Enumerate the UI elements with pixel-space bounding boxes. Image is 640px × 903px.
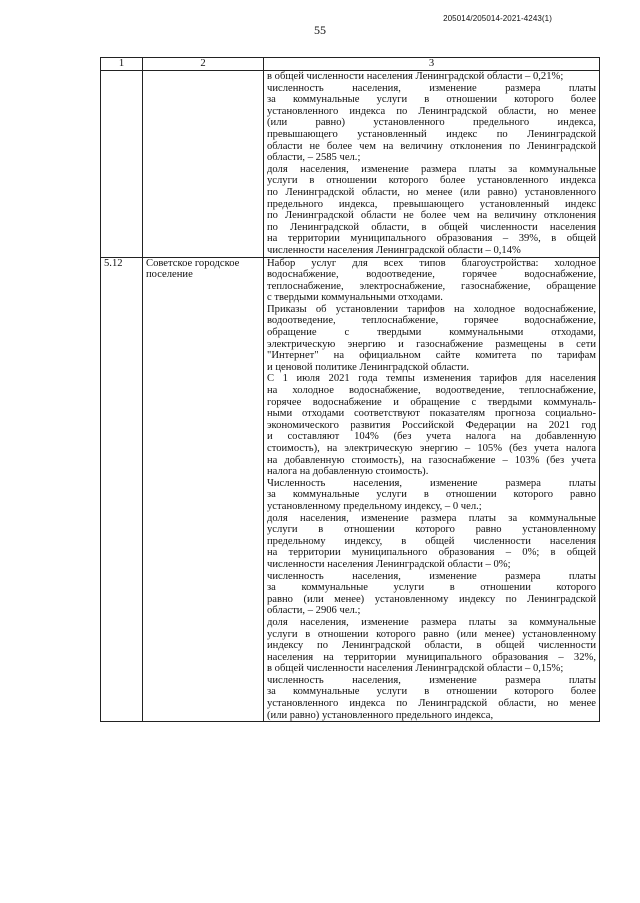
text-line: (или равно) установленного предельного индекса, <box>267 709 494 721</box>
text-line: на добавленную стоимость), на газоснабжение – 103% (без учета <box>267 454 596 466</box>
text-line: Приказы об установлении тарифов на холодное водоснабжение, <box>267 303 596 315</box>
text-line: на территории муниципального образования – 39%, в общей <box>267 233 596 245</box>
text-line: в общей численности населения Ленинградской области – 0,21%; <box>267 71 564 82</box>
row-name-cell <box>143 71 264 258</box>
paragraph <box>267 71 596 83</box>
table-row <box>101 71 600 258</box>
paragraph <box>267 83 596 164</box>
text-line: (или равно) установленного предельного индекса, <box>267 117 596 129</box>
row-number-cell: 5.12 <box>101 257 143 722</box>
text-line: области, – 2906 чел.; <box>267 605 361 617</box>
text-line: водоотведение, теплоснабжение, горячее водоснабжение, <box>267 315 596 327</box>
paragraph <box>267 373 596 477</box>
paragraph <box>267 258 596 304</box>
text-line: на территории муниципального образования – 0%; в общей <box>267 547 596 559</box>
text-line: установленного индекса по Ленинградской области, но менее <box>267 698 596 710</box>
document-id: 205014/205014-2021-4243(1) <box>443 14 552 23</box>
text-line: и составляют 104% (без учета налога на добавленную <box>267 431 596 443</box>
text-line: услуги в отношении которого равно установленному <box>267 524 596 536</box>
text-line: "Интернет" на официальном сайте комитета по тарифам <box>267 350 596 362</box>
text-line: за коммунальные услуги в отношении которого равно <box>267 489 596 501</box>
text-line: населения на территории муниципального образования – 32%, <box>267 651 596 663</box>
text-line: Численность населения, изменение размера платы <box>267 477 596 489</box>
text-line: области, – 2585 чел.; <box>267 152 361 164</box>
row-text-cell <box>264 71 600 258</box>
text-line: по Ленинградской области, но менее (или равно) установленного <box>267 186 596 198</box>
text-line: установленному предельному индексу, – 0 чел.; <box>267 500 482 512</box>
text-line: на холодное водоснабжение, водоотведение, теплоснабжение, <box>267 385 596 397</box>
text-line: в общей численности населения Ленинградской области – 0,15%; <box>267 663 564 675</box>
paragraph <box>267 478 596 513</box>
text-line: обращение с твердыми коммунальными отходами, <box>267 327 596 339</box>
text-line: стоимость), на электрическую энергию – 105% (без учета налога <box>267 443 596 454</box>
text-line: С 1 июля 2021 года темпы изменения тарифов для населения <box>267 373 596 385</box>
text-line: равно (или менее) установленному индексу по Ленинградской <box>267 593 596 605</box>
text-line: за коммунальные услуги в отношении которого более <box>267 94 596 106</box>
text-line: индексу по Ленинградской области, в общей численности <box>267 640 596 652</box>
content-table <box>100 57 600 722</box>
text-line: по Ленинградской области, в общей численности населения <box>267 221 596 233</box>
text-line: за коммунальные услуги в отношении которого <box>267 582 596 594</box>
text-line: численность населения, изменение размера платы <box>267 82 596 94</box>
text-line: и ценовой политике Ленинградской области. <box>267 361 470 373</box>
paragraph <box>267 304 596 374</box>
text-line: налога на добавленную стоимость). <box>267 466 429 478</box>
text-line: электрическую энергию и газоснабжение размещены в сети <box>267 338 596 350</box>
text-line: численность населения, изменение размера платы <box>267 674 596 686</box>
text-line: ными отходами соответствуют показателям прогноза социально- <box>267 408 596 420</box>
paragraph <box>267 617 596 675</box>
header-cell-3: 3 <box>264 58 600 71</box>
row-number-cell <box>101 71 143 258</box>
row-name-cell: Советское городское поселение <box>143 257 264 722</box>
row-text-cell <box>264 257 600 722</box>
text-line: с твердыми коммунальными отходами. <box>267 292 443 304</box>
text-line: численности населения Ленинградской области – 0,14% <box>267 244 521 256</box>
text-line: Набор услуг для всех типов благоустройства: холодное <box>267 257 596 269</box>
text-line: предельному индексу, в общей численности населения <box>267 535 596 547</box>
text-line: превышающего установленный индекс по Ленинградской <box>267 128 596 140</box>
paragraph <box>267 675 596 721</box>
text-line: доля населения, изменение размера платы за коммунальные <box>267 616 596 628</box>
table-header-row <box>101 58 600 71</box>
header-cell-1: 1 <box>101 58 143 71</box>
text-line: услуги в отношении которого более установленного индекса <box>267 175 596 187</box>
text-line: численности населения Ленинградской области – 0%; <box>267 558 511 570</box>
header-cell-2: 2 <box>143 58 264 71</box>
text-line: водоснабжение, водоотведение, горячее водоснабжение, <box>267 269 596 281</box>
text-line: экономического развития Российской Федерации на 2021 год <box>267 419 596 431</box>
text-line: горячее водоснабжение и обращение с твердыми коммуналь- <box>267 396 596 408</box>
text-line: доля населения, изменение размера платы за коммунальные <box>267 512 596 524</box>
text-line: предельного индекса, превышающего установленный индекс <box>267 198 596 210</box>
table-row <box>101 257 600 722</box>
text-line: установленного индекса по Ленинградской области, но менее <box>267 105 596 117</box>
paragraph <box>267 164 596 257</box>
paragraph <box>267 571 596 617</box>
text-line: области не более чем на величину отклонения по Ленинградской <box>267 140 596 152</box>
text-line: услуги в отношении которого равно (или менее) установленному <box>267 628 596 640</box>
text-line: доля населения, изменение размера платы за коммунальные <box>267 163 596 175</box>
text-line: за коммунальные услуги в отношении которого более <box>267 686 596 698</box>
text-line: численность населения, изменение размера платы <box>267 570 596 582</box>
page-number: 55 <box>314 23 326 37</box>
paragraph <box>267 513 596 571</box>
text-line: теплоснабжение, электроснабжение, газоснабжение, обращение <box>267 280 596 292</box>
text-line: по Ленинградской области не более чем на величину отклонения <box>267 210 596 222</box>
